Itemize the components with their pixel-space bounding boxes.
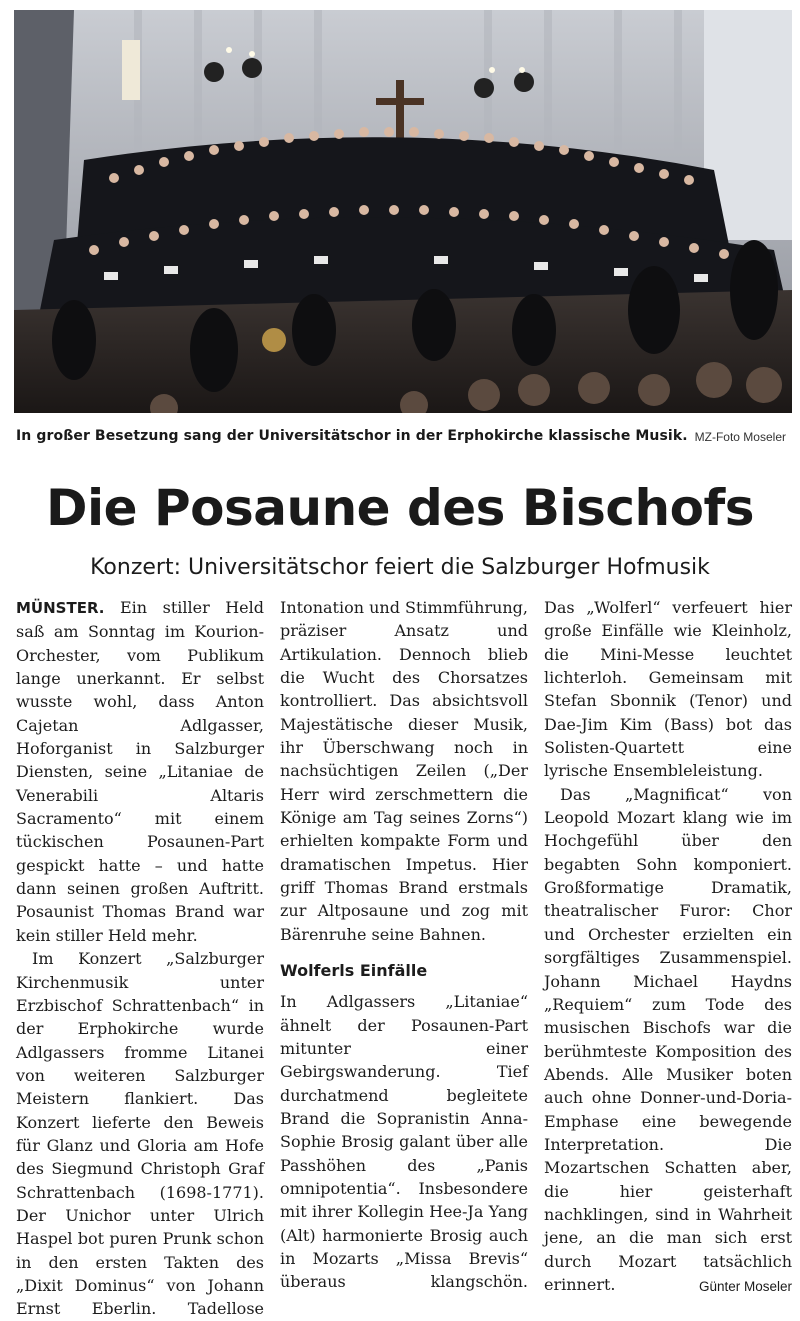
choir-photo-illustration bbox=[14, 10, 792, 413]
paragraph bbox=[16, 596, 264, 947]
caption-text: In großer Besetzung sang der Universitätschor in der Erphokirche klassische Musik. bbox=[16, 428, 688, 444]
paragraph: In Adlgassers „Litaniae“ ähnelt der Posaunen-Part mitunter einer Gebirgswanderung. Tief durchatmend begleitete Brand die Sopranistin Anna-Sophie Brosig galant über alle Passhöhen des „Panis omnipotentia“. Insbesondere mit ihrer Kollegin Hee-Ja Yang (Alt) harmonierte Brosig auch in Mozarts „Missa Brevis“ überaus klangschön. bbox=[280, 992, 528, 1292]
paragraph: Das „Wolferl“ verfeuert hier große Einfälle wie Kleinholz, die Mini-Messe leuchtet lichterloh. Gemeinsam mit Stefan Sbonnik (Tenor) und Dae-Jim Kim (Bass) bot das Solisten-Quartett eine lyrische Ensembleleistung. bbox=[544, 598, 792, 781]
dateline: MÜNSTER. bbox=[16, 599, 105, 617]
article-column-2 bbox=[280, 596, 528, 1294]
paragraph-text: Ein stiller Held saß am Sonntag im Kourion-Orchester, vom Publikum lange unerkannt. Er selbst wusste wohl, dass Anton Cajetan Adlgasser, Hoforganist in Salzburger Diensten, seine „Litaniae de Venerabili Altaris Sacramento“ mit einem tückischen Posaunen-Part gespickt hatte – und hatte dann seinen großen Auftritt. Posaunist Thomas Brand war kein stiller Held mehr. bbox=[16, 598, 264, 945]
paragraph: Im Konzert „Salzburger Kirchenmusik unter Erzbischof Schrattenbach“ in der Erphokirche wurde Adlgassers fromme Litanei von weiteren Salzburger Meistern flankiert. Das Konzert lieferte den Beweis für Glanz und Gloria am Hofe des Siegmund Christoph Graf Schrattenbach (1698-1771). Der Unichor unter Ulrich Haspel bot puren Prunk schon in den ersten Takten des „Dixit Dominus“ von Johann Ernst Eberlin. Tadellose bbox=[16, 949, 264, 1319]
concert-photo bbox=[14, 10, 792, 413]
article-headline: Die Posaune des Bischofs bbox=[46, 479, 754, 537]
paragraph: Intonation und Stimmführung, präziser Ansatz und Artikulation. Dennoch blieb die Wucht des Chorsatzes kontrolliert. Das absichtsvoll Majestätische dieser Musik, ihr Überschwang noch in nachsüchtigen Zeilen („Der Herr wird zerschmettern die Könige am Tag seines Zorns“) erhielten kompakte Form und dramatischen Impetus. Hier griff Thomas Brand erstmals zur Altposaune und zog mit Bärenruhe seine Bahnen. bbox=[280, 598, 529, 944]
paragraph-text: Das „Magnificat“ von Leopold Mozart klang wie im Hochgefühl über den begabten Sohn komponiert. Großformatige Dramatik, theatralischer Furor: Chor und Orchester erzielten ein sorgfältiges Zusammenspiel. Johann Michael Haydns „Requiem“ zum Tode des musischen Bischofs war die berühmteste Komposition des Abends. Alle Musiker boten auch ohne Donner-und-Doria-Emphase eine bewegende Interpretation. Die Mozartschen Schatten aber, die hier geisterhaft nachklingen, sind in Wahrheit jene, an die man sich erst durch Mozart tatsächlich erinnert. bbox=[544, 784, 792, 1294]
article-column-1 bbox=[16, 596, 264, 1321]
author-byline: Günter Moseler bbox=[698, 1278, 792, 1294]
photo-credit: MZ-Foto Moseler bbox=[694, 430, 786, 444]
article-column-3 bbox=[544, 596, 792, 1298]
section-heading: Wolferls Einfälle bbox=[280, 961, 428, 981]
article-subheadline: Konzert: Universitätschor feiert die Salzburger Hofmusik bbox=[90, 555, 710, 580]
photo-caption bbox=[16, 428, 792, 448]
paragraph bbox=[544, 783, 792, 1297]
